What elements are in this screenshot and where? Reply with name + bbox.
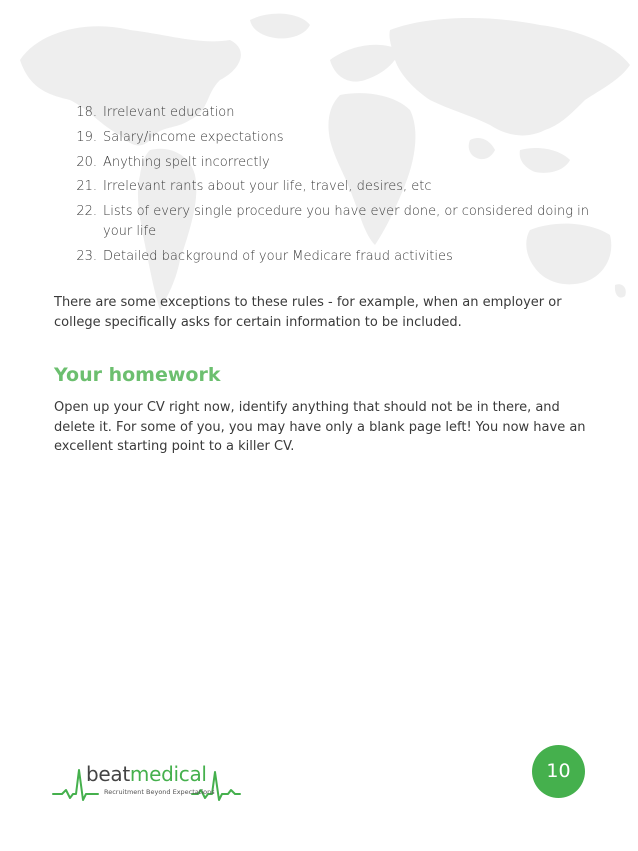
list-item-number: 21. <box>76 179 97 195</box>
list-item-text: Detailed background of your Medicare fraud activities <box>103 248 453 264</box>
list-item-text: Irrelevant rants about your life, travel, desires, etc <box>103 179 432 195</box>
list-item <box>54 202 594 242</box>
list-item-number: 22. <box>76 204 97 220</box>
list-item-number: 20. <box>76 154 97 170</box>
logo-wordmark <box>86 762 207 786</box>
list-item <box>54 177 594 197</box>
homework-heading: Your homework <box>54 364 221 386</box>
list-item <box>54 128 594 148</box>
homework-paragraph: Open up your CV right now, identify anything that should not be in there, and delete it. For some of you, you may have only a blank page left! You now have an excellent starting point to a killer CV. <box>54 400 586 454</box>
list-item-text: Lists of every single procedure you have ever done, or considered doing in your life <box>103 204 590 240</box>
list-item <box>54 153 594 173</box>
numbered-list <box>54 103 594 272</box>
list-item-number: 23. <box>76 248 97 264</box>
list-item <box>54 103 594 123</box>
list-item-text: Irrelevant education <box>103 105 235 120</box>
logo-tagline: Recruitment Beyond Expectations <box>104 788 215 796</box>
list-item-text: Salary/income expectations <box>103 129 284 145</box>
exceptions-paragraph: There are some exceptions to these rules - for example, when an employer or college specifically asks for certain information to be included. <box>54 295 562 330</box>
logo-word-beat: beat <box>86 762 130 786</box>
logo-word-medical: medical <box>129 762 207 786</box>
beatmedical-logo <box>52 760 242 802</box>
list-item-number: 19. <box>76 129 97 145</box>
page-number-badge: 10 <box>532 745 585 798</box>
list-item-text: Anything spelt incorrectly <box>103 154 270 170</box>
list-item <box>54 247 594 267</box>
list-item-number: 18. <box>76 105 97 120</box>
